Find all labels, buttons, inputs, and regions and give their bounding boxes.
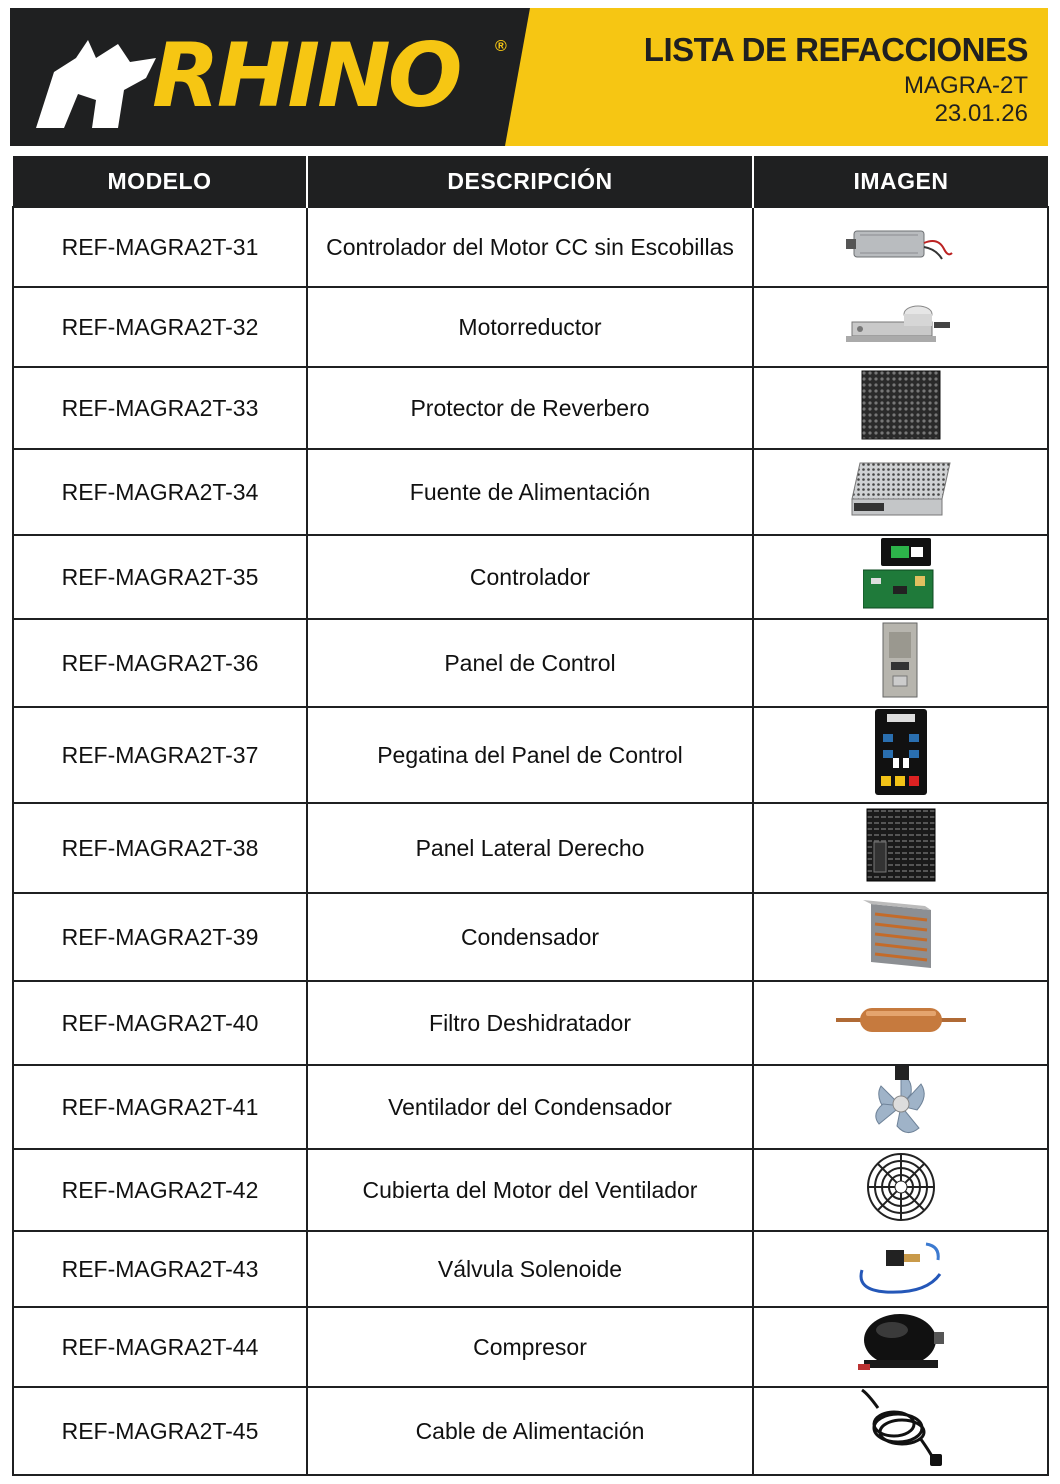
part-model: REF-MAGRA2T-35 (13, 535, 307, 619)
column-header-model: MODELO (13, 156, 307, 207)
part-image-cell (753, 1231, 1048, 1307)
part-image-cell (753, 707, 1048, 803)
compressor-icon (856, 1310, 946, 1384)
part-model: REF-MAGRA2T-37 (13, 707, 307, 803)
part-model: REF-MAGRA2T-42 (13, 1149, 307, 1231)
part-description: Compresor (307, 1307, 753, 1387)
table-row (13, 893, 1048, 981)
model-name: MAGRA-2T (903, 72, 1028, 99)
part-model: REF-MAGRA2T-40 (13, 981, 307, 1065)
part-model: REF-MAGRA2T-31 (13, 207, 307, 287)
part-image-cell (753, 1387, 1048, 1475)
condenser-fan-icon (861, 1066, 941, 1148)
power-cord-icon (858, 1388, 944, 1474)
right-side-panel-icon (866, 808, 936, 888)
table-row (13, 207, 1048, 287)
table-row (13, 1307, 1048, 1387)
control-panel-sticker-icon (873, 708, 929, 802)
title-block (644, 30, 1028, 128)
part-image-cell (753, 619, 1048, 707)
part-image-cell (753, 449, 1048, 535)
part-description: Filtro Deshidratador (307, 981, 753, 1065)
part-image-cell (753, 1307, 1048, 1387)
heater-guard-icon (861, 370, 941, 446)
part-description: Cubierta del Motor del Ventilador (307, 1149, 753, 1231)
part-model: REF-MAGRA2T-33 (13, 367, 307, 449)
part-image-cell (753, 287, 1048, 367)
part-description: Panel Lateral Derecho (307, 803, 753, 893)
part-model: REF-MAGRA2T-44 (13, 1307, 307, 1387)
part-model: REF-MAGRA2T-32 (13, 287, 307, 367)
part-image-cell (753, 803, 1048, 893)
part-image-cell (753, 1065, 1048, 1149)
part-image-cell (753, 207, 1048, 287)
brand-name: RHINO (152, 24, 460, 127)
column-header-description: DESCRIPCIÓN (307, 156, 753, 207)
part-description: Panel de Control (307, 619, 753, 707)
part-image-cell (753, 535, 1048, 619)
part-model: REF-MAGRA2T-36 (13, 619, 307, 707)
condenser-icon (861, 896, 941, 978)
table-row (13, 803, 1048, 893)
parts-table (12, 156, 1049, 1476)
solenoid-valve-icon (856, 1236, 946, 1302)
table-row (13, 287, 1048, 367)
document-date: 23.01.26 (934, 100, 1028, 127)
part-description: Ventilador del Condensador (307, 1065, 753, 1149)
part-model: REF-MAGRA2T-34 (13, 449, 307, 535)
part-description: Motorreductor (307, 287, 753, 367)
table-row (13, 1065, 1048, 1149)
fan-guard-icon (865, 1151, 937, 1229)
document-title: LISTA DE REFACCIONES (643, 31, 1028, 68)
table-row (13, 619, 1048, 707)
part-description: Protector de Reverbero (307, 367, 753, 449)
part-model: REF-MAGRA2T-38 (13, 803, 307, 893)
registered-mark: ® (495, 38, 507, 55)
table-row (13, 535, 1048, 619)
brushless-motor-controller-icon (846, 219, 956, 275)
part-image-cell (753, 1149, 1048, 1231)
part-description: Válvula Solenoide (307, 1231, 753, 1307)
part-description: Controlador (307, 535, 753, 619)
table-row (13, 449, 1048, 535)
part-model: REF-MAGRA2T-45 (13, 1387, 307, 1475)
part-description: Pegatina del Panel de Control (307, 707, 753, 803)
power-supply-icon (846, 457, 956, 527)
part-model: REF-MAGRA2T-41 (13, 1065, 307, 1149)
part-description: Cable de Alimentación (307, 1387, 753, 1475)
part-model: REF-MAGRA2T-39 (13, 893, 307, 981)
table-row (13, 981, 1048, 1065)
table-row (13, 1387, 1048, 1475)
gear-motor-icon (846, 296, 956, 358)
table-row (13, 707, 1048, 803)
part-image-cell (753, 893, 1048, 981)
control-panel-icon (881, 622, 921, 704)
part-description: Fuente de Alimentación (307, 449, 753, 535)
table-row (13, 1149, 1048, 1231)
controller-board-icon (863, 538, 939, 616)
part-description: Condensador (307, 893, 753, 981)
table-header-row (13, 156, 1048, 207)
part-image-cell (753, 367, 1048, 449)
part-description: Controlador del Motor CC sin Escobillas (307, 207, 753, 287)
column-header-image: IMAGEN (753, 156, 1048, 207)
filter-drier-icon (836, 1000, 966, 1046)
part-model: REF-MAGRA2T-43 (13, 1231, 307, 1307)
table-row (13, 1231, 1048, 1307)
header-banner (10, 8, 1048, 146)
part-image-cell (753, 981, 1048, 1065)
table-row (13, 367, 1048, 449)
